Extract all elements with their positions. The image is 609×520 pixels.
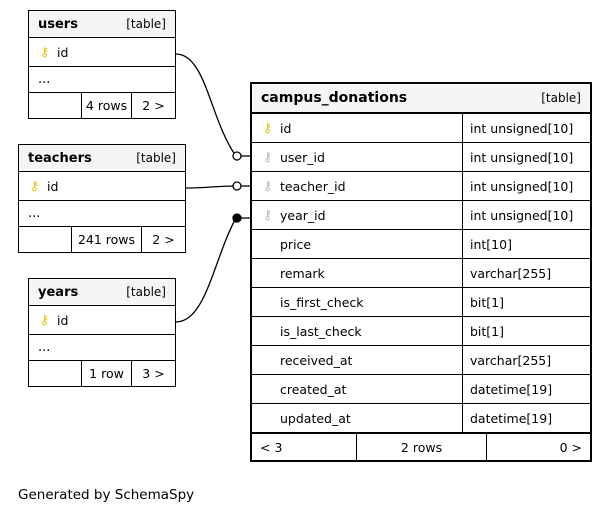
column-cell	[252, 324, 462, 339]
table-footer-teachers	[19, 227, 185, 252]
column-name: id	[47, 178, 59, 194]
column-type: int unsigned[10]	[462, 201, 590, 229]
column-name: teacher_id	[280, 178, 346, 194]
footer-rowcount: 1 row	[81, 361, 131, 386]
column-name: received_at	[280, 352, 353, 368]
table-node-teachers[interactable]	[18, 144, 186, 253]
column-name: id	[57, 312, 69, 328]
table-header-users	[29, 11, 175, 38]
primary-key-icon: ⚷	[262, 120, 273, 136]
column-name: is_first_check	[280, 294, 364, 310]
column-type: bit[1]	[462, 288, 590, 316]
column-cell	[252, 353, 462, 368]
column-name: created_at	[280, 381, 347, 397]
column-name: price	[280, 236, 312, 252]
column-cell	[252, 208, 462, 223]
table-tag: [table]	[136, 151, 176, 165]
table-tag: [table]	[541, 91, 581, 105]
table-footer-campus-donations	[252, 433, 590, 460]
foreign-key-icon: ⚷	[262, 149, 273, 165]
table-tag: [table]	[126, 285, 166, 299]
foreign-key-icon: ⚷	[262, 178, 273, 194]
table-row	[252, 404, 590, 433]
column-cell	[252, 266, 462, 281]
column-type: varchar[255]	[462, 259, 590, 287]
column-type: int[10]	[462, 230, 590, 258]
table-row	[252, 201, 590, 230]
footer-rowcount: 241 rows	[71, 227, 141, 252]
column-type: int unsigned[10]	[462, 143, 590, 171]
table-name: years	[38, 284, 79, 300]
table-row	[252, 114, 590, 143]
column-cell	[252, 295, 462, 310]
footer-left	[29, 361, 81, 386]
foreign-key-icon: ⚷	[262, 207, 273, 223]
footer-child-count[interactable]: 0 >	[486, 434, 590, 460]
table-footer-users	[29, 93, 175, 118]
column-cell	[252, 382, 462, 397]
column-cell	[252, 411, 462, 426]
table-header-teachers	[19, 145, 185, 172]
table-row	[252, 317, 590, 346]
column-type: datetime[19]	[462, 375, 590, 403]
diagram-caption: Generated by SchemaSpy	[18, 487, 195, 503]
column-cell	[19, 179, 185, 194]
column-name: id	[57, 44, 69, 60]
column-cell	[252, 121, 462, 136]
table-header-campus-donations	[252, 84, 590, 114]
footer-left	[29, 93, 81, 118]
column-name: remark	[280, 265, 325, 281]
column-cell	[252, 237, 462, 252]
column-type: bit[1]	[462, 317, 590, 345]
table-row	[252, 230, 590, 259]
column-cell	[29, 313, 175, 328]
table-node-years[interactable]	[28, 278, 176, 387]
footer-related-count[interactable]: 2 >	[131, 93, 175, 118]
table-row	[19, 172, 185, 201]
footer-left	[19, 227, 71, 252]
column-ellipsis: ...	[29, 335, 175, 361]
primary-key-icon: ⚷	[39, 44, 50, 60]
column-ellipsis: ...	[29, 67, 175, 93]
table-name: teachers	[28, 150, 92, 166]
column-name: user_id	[280, 149, 325, 165]
column-cell	[29, 45, 175, 60]
footer-related-count[interactable]: 2 >	[141, 227, 185, 252]
column-name: id	[280, 120, 292, 136]
column-type: int unsigned[10]	[462, 172, 590, 200]
table-node-campus-donations[interactable]	[250, 82, 592, 462]
table-tag: [table]	[126, 17, 166, 31]
table-row	[29, 306, 175, 335]
column-name: is_last_check	[280, 323, 362, 339]
table-node-users[interactable]	[28, 10, 176, 119]
column-ellipsis: ...	[19, 201, 185, 227]
table-footer-years	[29, 361, 175, 386]
table-row	[252, 172, 590, 201]
column-type: int unsigned[10]	[462, 114, 590, 142]
column-type: datetime[19]	[462, 404, 590, 432]
table-row	[252, 288, 590, 317]
footer-rowcount: 4 rows	[81, 93, 131, 118]
column-name: year_id	[280, 207, 326, 223]
primary-key-icon: ⚷	[29, 178, 40, 194]
table-row	[252, 143, 590, 172]
footer-rowcount: 2 rows	[356, 434, 486, 460]
table-name: campus_donations	[261, 90, 408, 106]
column-cell	[252, 150, 462, 165]
table-row	[252, 259, 590, 288]
column-cell	[252, 179, 462, 194]
footer-parent-count[interactable]: < 3	[260, 439, 283, 455]
table-row	[252, 375, 590, 404]
column-name: updated_at	[280, 410, 351, 426]
footer-related-count[interactable]: 3 >	[131, 361, 175, 386]
table-header-years	[29, 279, 175, 306]
column-type: varchar[255]	[462, 346, 590, 374]
primary-key-icon: ⚷	[39, 312, 50, 328]
table-row	[29, 38, 175, 67]
table-name: users	[38, 16, 78, 32]
table-row	[252, 346, 590, 375]
